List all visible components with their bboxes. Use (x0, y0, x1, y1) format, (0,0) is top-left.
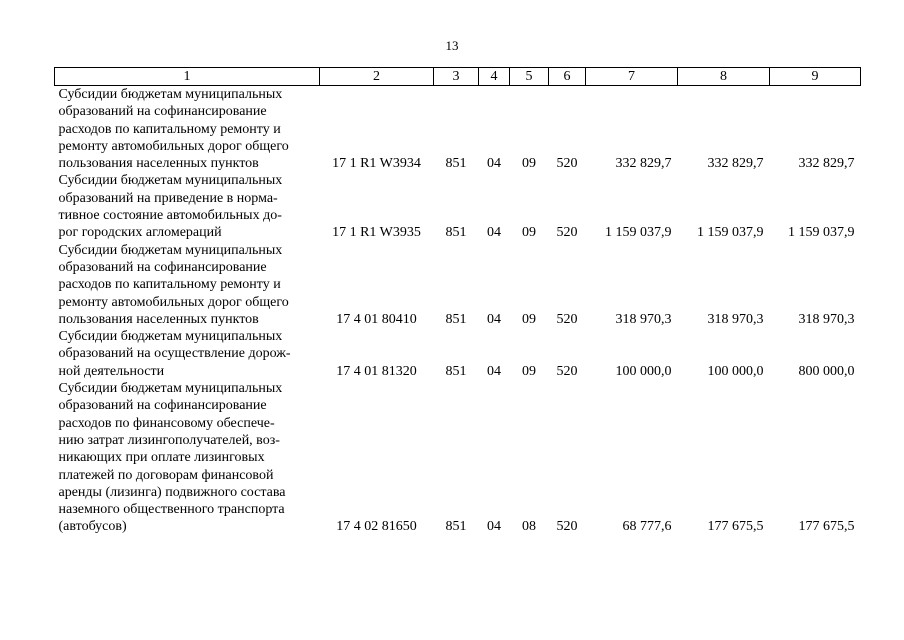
header-col-6: 6 (549, 68, 586, 86)
row-name-line: образований на софинансирование (58, 104, 267, 120)
row-name (55, 242, 320, 328)
row-code: 17 1 R1 W3935 (332, 225, 421, 241)
row-col-3: 851 (445, 225, 467, 241)
row-name (55, 172, 320, 241)
header-col-3: 3 (434, 68, 479, 86)
row-col-8: 1 159 037,9 (697, 225, 764, 241)
row-name-line: Субсидии бюджетам муниципальных (58, 381, 283, 397)
row-col-5: 09 (522, 363, 536, 379)
row-col-4: 04 (487, 311, 501, 327)
table-row (55, 86, 861, 173)
header-col-2: 2 (320, 68, 434, 86)
row-col-7: 318 970,3 (615, 311, 672, 327)
row-col-3: 851 (445, 363, 467, 379)
header-col-7: 7 (586, 68, 678, 86)
row-col-7: 68 777,6 (622, 519, 672, 535)
row-name-line: образований на софинансирование (58, 259, 267, 275)
budget-table (54, 67, 861, 536)
table-row (55, 380, 861, 536)
row-col-5: 09 (522, 311, 536, 327)
header-col-8: 8 (678, 68, 770, 86)
row-col-7: 1 159 037,9 (605, 225, 672, 241)
row-col-5: 08 (522, 519, 536, 535)
row-name-line: никающих при оплате лизинговых (58, 450, 265, 466)
row-col-9: 1 159 037,9 (788, 225, 855, 241)
row-name-line: Субсидии бюджетам муниципальных (58, 87, 283, 102)
table-row (55, 328, 861, 380)
header-col-1: 1 (55, 68, 320, 86)
row-name-line: расходов по капитальному ремонту и (58, 277, 281, 293)
row-col-6: 520 (556, 225, 578, 241)
row-col-6: 520 (556, 519, 578, 535)
row-col-8: 318 970,3 (707, 311, 764, 327)
row-code: 17 1 R1 W3934 (332, 156, 421, 172)
row-col-3: 851 (445, 311, 467, 327)
row-col-8: 177 675,5 (707, 519, 764, 535)
row-name (55, 86, 320, 173)
row-name-line: Субсидии бюджетам муниципальных (58, 242, 283, 258)
table-row (55, 242, 861, 328)
row-col-6: 520 (556, 311, 578, 327)
row-name-line: ремонту автомобильных дорог общего (58, 138, 289, 154)
row-col-9: 177 675,5 (798, 519, 855, 535)
row-col-4: 04 (487, 156, 501, 172)
row-name-line: наземного общественного транспорта (58, 502, 285, 518)
row-col-5: 09 (522, 225, 536, 241)
row-col-7: 332 829,7 (615, 156, 672, 172)
row-name-line: Субсидии бюджетам муниципальных (58, 329, 283, 345)
row-col-5: 09 (522, 156, 536, 172)
row-col-6: 520 (556, 156, 578, 172)
row-col-4: 04 (487, 519, 501, 535)
row-col-3: 851 (445, 519, 467, 535)
row-name-line: образований на осуществление дорож- (58, 346, 291, 362)
row-name-line: тивное состояние автомобильных до- (58, 208, 282, 224)
row-name-line: образований на софинансирование (58, 398, 267, 414)
header-row (55, 68, 861, 86)
page-number: 13 (445, 38, 459, 53)
row-col-7: 100 000,0 (615, 363, 672, 379)
row-name-line: аренды (лизинга) подвижного состава (58, 484, 286, 500)
row-col-3: 851 (445, 156, 467, 172)
row-col-6: 520 (556, 363, 578, 379)
row-name-line: пользования населенных пунктов (58, 311, 259, 327)
header-col-5: 5 (510, 68, 549, 86)
row-name (55, 380, 320, 536)
row-col-9: 332 829,7 (798, 156, 855, 172)
row-name-line: рог городских агломераций (58, 225, 222, 241)
header-col-4: 4 (479, 68, 510, 86)
row-code: 17 4 01 81320 (336, 363, 417, 379)
row-col-9: 318 970,3 (798, 311, 855, 327)
row-col-4: 04 (487, 225, 501, 241)
row-code: 17 4 02 81650 (336, 519, 417, 535)
row-name-line: расходов по финансовому обеспече- (58, 415, 275, 431)
row-name-line: (автобусов) (58, 519, 127, 535)
table-header (55, 68, 861, 86)
row-col-8: 332 829,7 (707, 156, 764, 172)
header-col-9: 9 (770, 68, 861, 86)
row-name-line: платежей по договорам финансовой (58, 467, 274, 483)
row-name (55, 328, 320, 380)
table-body (55, 86, 861, 536)
row-name-line: пользования населенных пунктов (58, 156, 259, 172)
row-col-9: 800 000,0 (798, 363, 855, 379)
row-name-line: образований на приведение в норма- (58, 190, 278, 206)
row-code: 17 4 01 80410 (336, 311, 417, 327)
row-col-4: 04 (487, 363, 501, 379)
row-col-8: 100 000,0 (707, 363, 764, 379)
row-name-line: нию затрат лизингополучателей, воз- (58, 432, 280, 448)
row-name-line: Субсидии бюджетам муниципальных (58, 173, 283, 189)
table-row (55, 172, 861, 241)
row-name-line: расходов по капитальному ремонту и (58, 121, 281, 137)
row-name-line: ремонту автомобильных дорог общего (58, 294, 289, 310)
row-name-line: ной деятельности (58, 363, 165, 379)
